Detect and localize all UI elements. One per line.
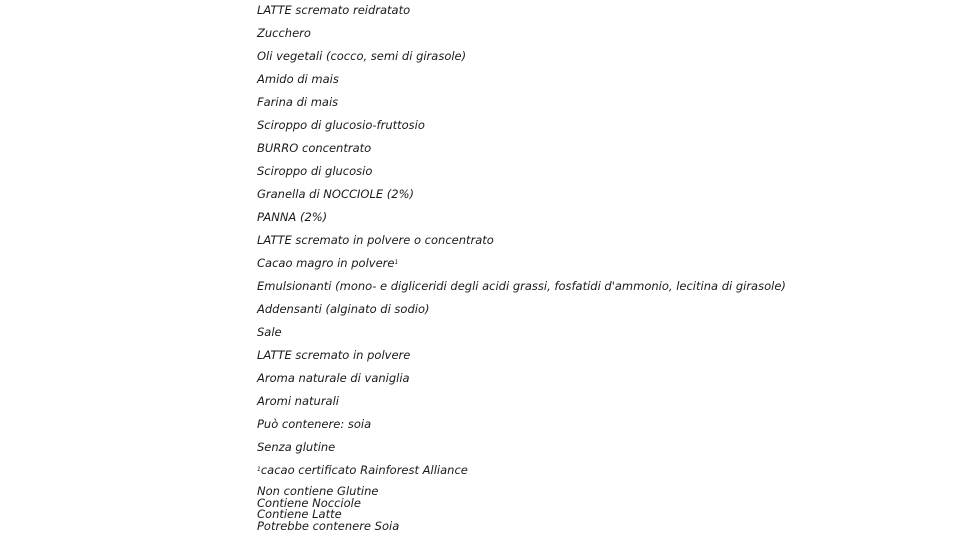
ingredient-item: [257, 256, 786, 279]
ingredient-text: Zucchero: [257, 26, 311, 40]
ingredient-text: Sciroppo di glucosio-fruttosio: [257, 118, 425, 132]
footnote-text: cacao certificato Rainforest Alliance: [260, 463, 468, 477]
ingredient-text: Senza glutine: [257, 440, 336, 454]
ingredient-item: [257, 3, 786, 26]
allergen-item: Contiene Latte: [257, 507, 342, 521]
ingredient-text: BURRO concentrato: [257, 141, 372, 155]
ingredient-text: Granella di NOCCIOLE (2%): [257, 187, 414, 201]
allergen-item: Contiene Nocciole: [257, 495, 361, 510]
ingredient-item: [257, 440, 786, 463]
ingredient-item: [257, 26, 786, 49]
ingredient-text: Emulsionanti (mono- e digliceridi degli acidi grassi, fosfatidi d'ammonio, lecitina di girasole): [257, 279, 786, 293]
ingredient-item: [257, 49, 786, 72]
footnote-marker: 1: [394, 259, 399, 266]
allergen-item: Non contiene Glutine: [257, 484, 379, 498]
ingredient-text: Addensanti (alginato di sodio): [257, 302, 430, 316]
ingredients-list: [257, 3, 786, 486]
allergen-item: Potrebbe contenere Soia: [257, 518, 400, 533]
ingredient-text: PANNA (2%): [257, 210, 328, 224]
ingredient-text: Sale: [257, 325, 282, 339]
ingredient-text: Sciroppo di glucosio: [257, 164, 373, 178]
ingredient-item: [257, 325, 786, 348]
ingredient-text: Aromi naturali: [257, 394, 339, 408]
ingredient-item: [257, 164, 786, 187]
ingredient-text: Oli vegetali (cocco, semi di girasole): [257, 49, 467, 63]
ingredient-item: [257, 417, 786, 440]
footnote: [257, 463, 786, 486]
ingredient-item: [257, 233, 786, 256]
ingredient-text: LATTE scremato reidratato: [257, 3, 411, 17]
ingredient-item: [257, 118, 786, 141]
ingredient-text: Amido di mais: [257, 72, 339, 86]
ingredient-text: Aroma naturale di vaniglia: [257, 371, 410, 385]
ingredient-text: LATTE scremato in polvere: [257, 348, 411, 362]
ingredient-item: [257, 302, 786, 325]
ingredient-item: [257, 394, 786, 417]
ingredient-text: LATTE scremato in polvere o concentrato: [257, 233, 494, 247]
ingredient-item: [257, 187, 786, 210]
ingredient-text: Farina di mais: [257, 95, 339, 109]
ingredient-item: [257, 72, 786, 95]
ingredient-text: Può contenere: soia: [257, 417, 372, 431]
ingredient-item: [257, 279, 786, 302]
footnote-marker: 1: [257, 466, 261, 473]
allergens-list: [257, 486, 399, 532]
ingredient-item: [257, 95, 786, 118]
ingredient-text: Cacao magro in polvere: [257, 256, 395, 270]
ingredient-item: [257, 348, 786, 371]
ingredient-item: [257, 210, 786, 233]
ingredient-item: [257, 371, 786, 394]
ingredient-item: [257, 141, 786, 164]
